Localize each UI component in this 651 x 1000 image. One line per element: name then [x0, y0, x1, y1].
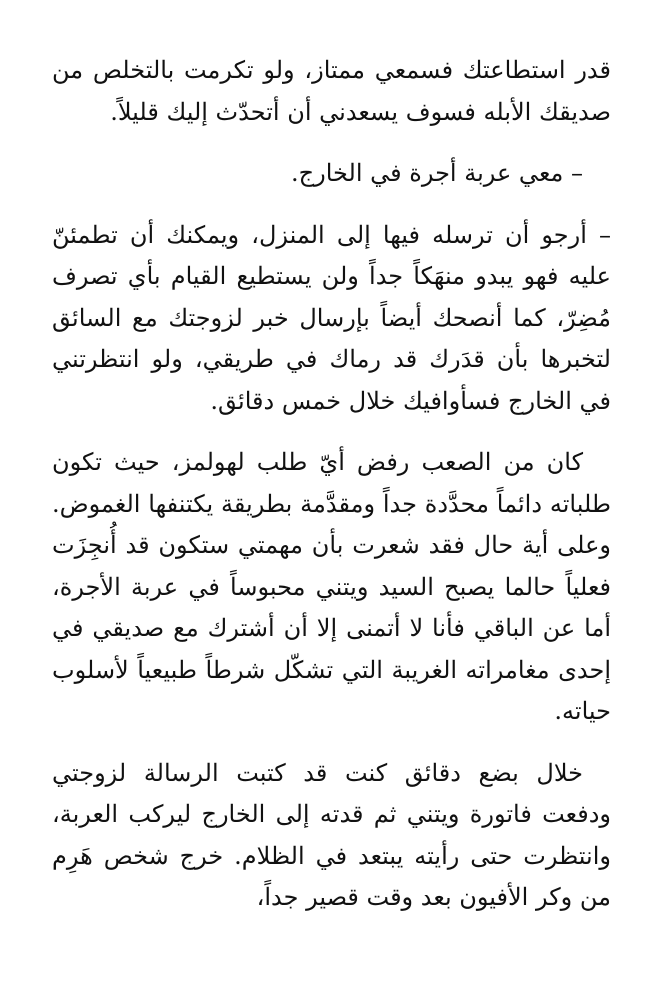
paragraph-1: قدر استطاعتك فسمعي ممتاز، ولو تكرمت بالتخلص من صديقك الأبله فسوف يسعدني أن أتحدّث إليك قليلاً. [52, 56, 611, 126]
paragraph-5: خلال بضع دقائق كنت قد كتبت الرسالة لزوجتي ودفعت فاتورة ويتني ثم قدته إلى الخارج ليركب العربة، وانتظرت حتى رأيته يبتعد في الظلام. خرج شخص هَرِم من وكر الأفيون بعد وقت قصير جداً، [52, 758, 611, 911]
paragraph-4: كان من الصعب رفض أيّ طلب لهولمز، حيث تكون طلباته دائماً محدَّدة جداً ومقدَّمة بطريقة يكتنفها الغموض. وعلى أية حال فقد شعرت بأن مهمتي ستكون قد أُنجِزَت فعلياً حالما يصبح السيد ويتني محبوساً في عربة الأجرة، أما عن الباقي فأنا لا أتمنى إلا أن أشترك مع صديقي في إحدى مغامراته الغريبة التي تشكّل شرطاً طبيعياً لأسلوب حياته. [52, 448, 611, 725]
paragraph-2: – معي عربة أجرة في الخارج. [291, 159, 583, 187]
paragraph-3: – أرجو أن ترسله فيها إلى المنزل، ويمكنك أن تطمئنّ عليه فهو يبدو منهَكاً جداً ولن يستطيع القيام بأي تصرف مُضِرّ، كما أنصحك أيضاً بإرسال خبر لزوجتك مع السائق لتخبرها بأن قدَرك قد رماك في طريقي، ولو انتظرتني في الخارج فسأوافيك خلال خمس دقائق. [52, 220, 611, 415]
